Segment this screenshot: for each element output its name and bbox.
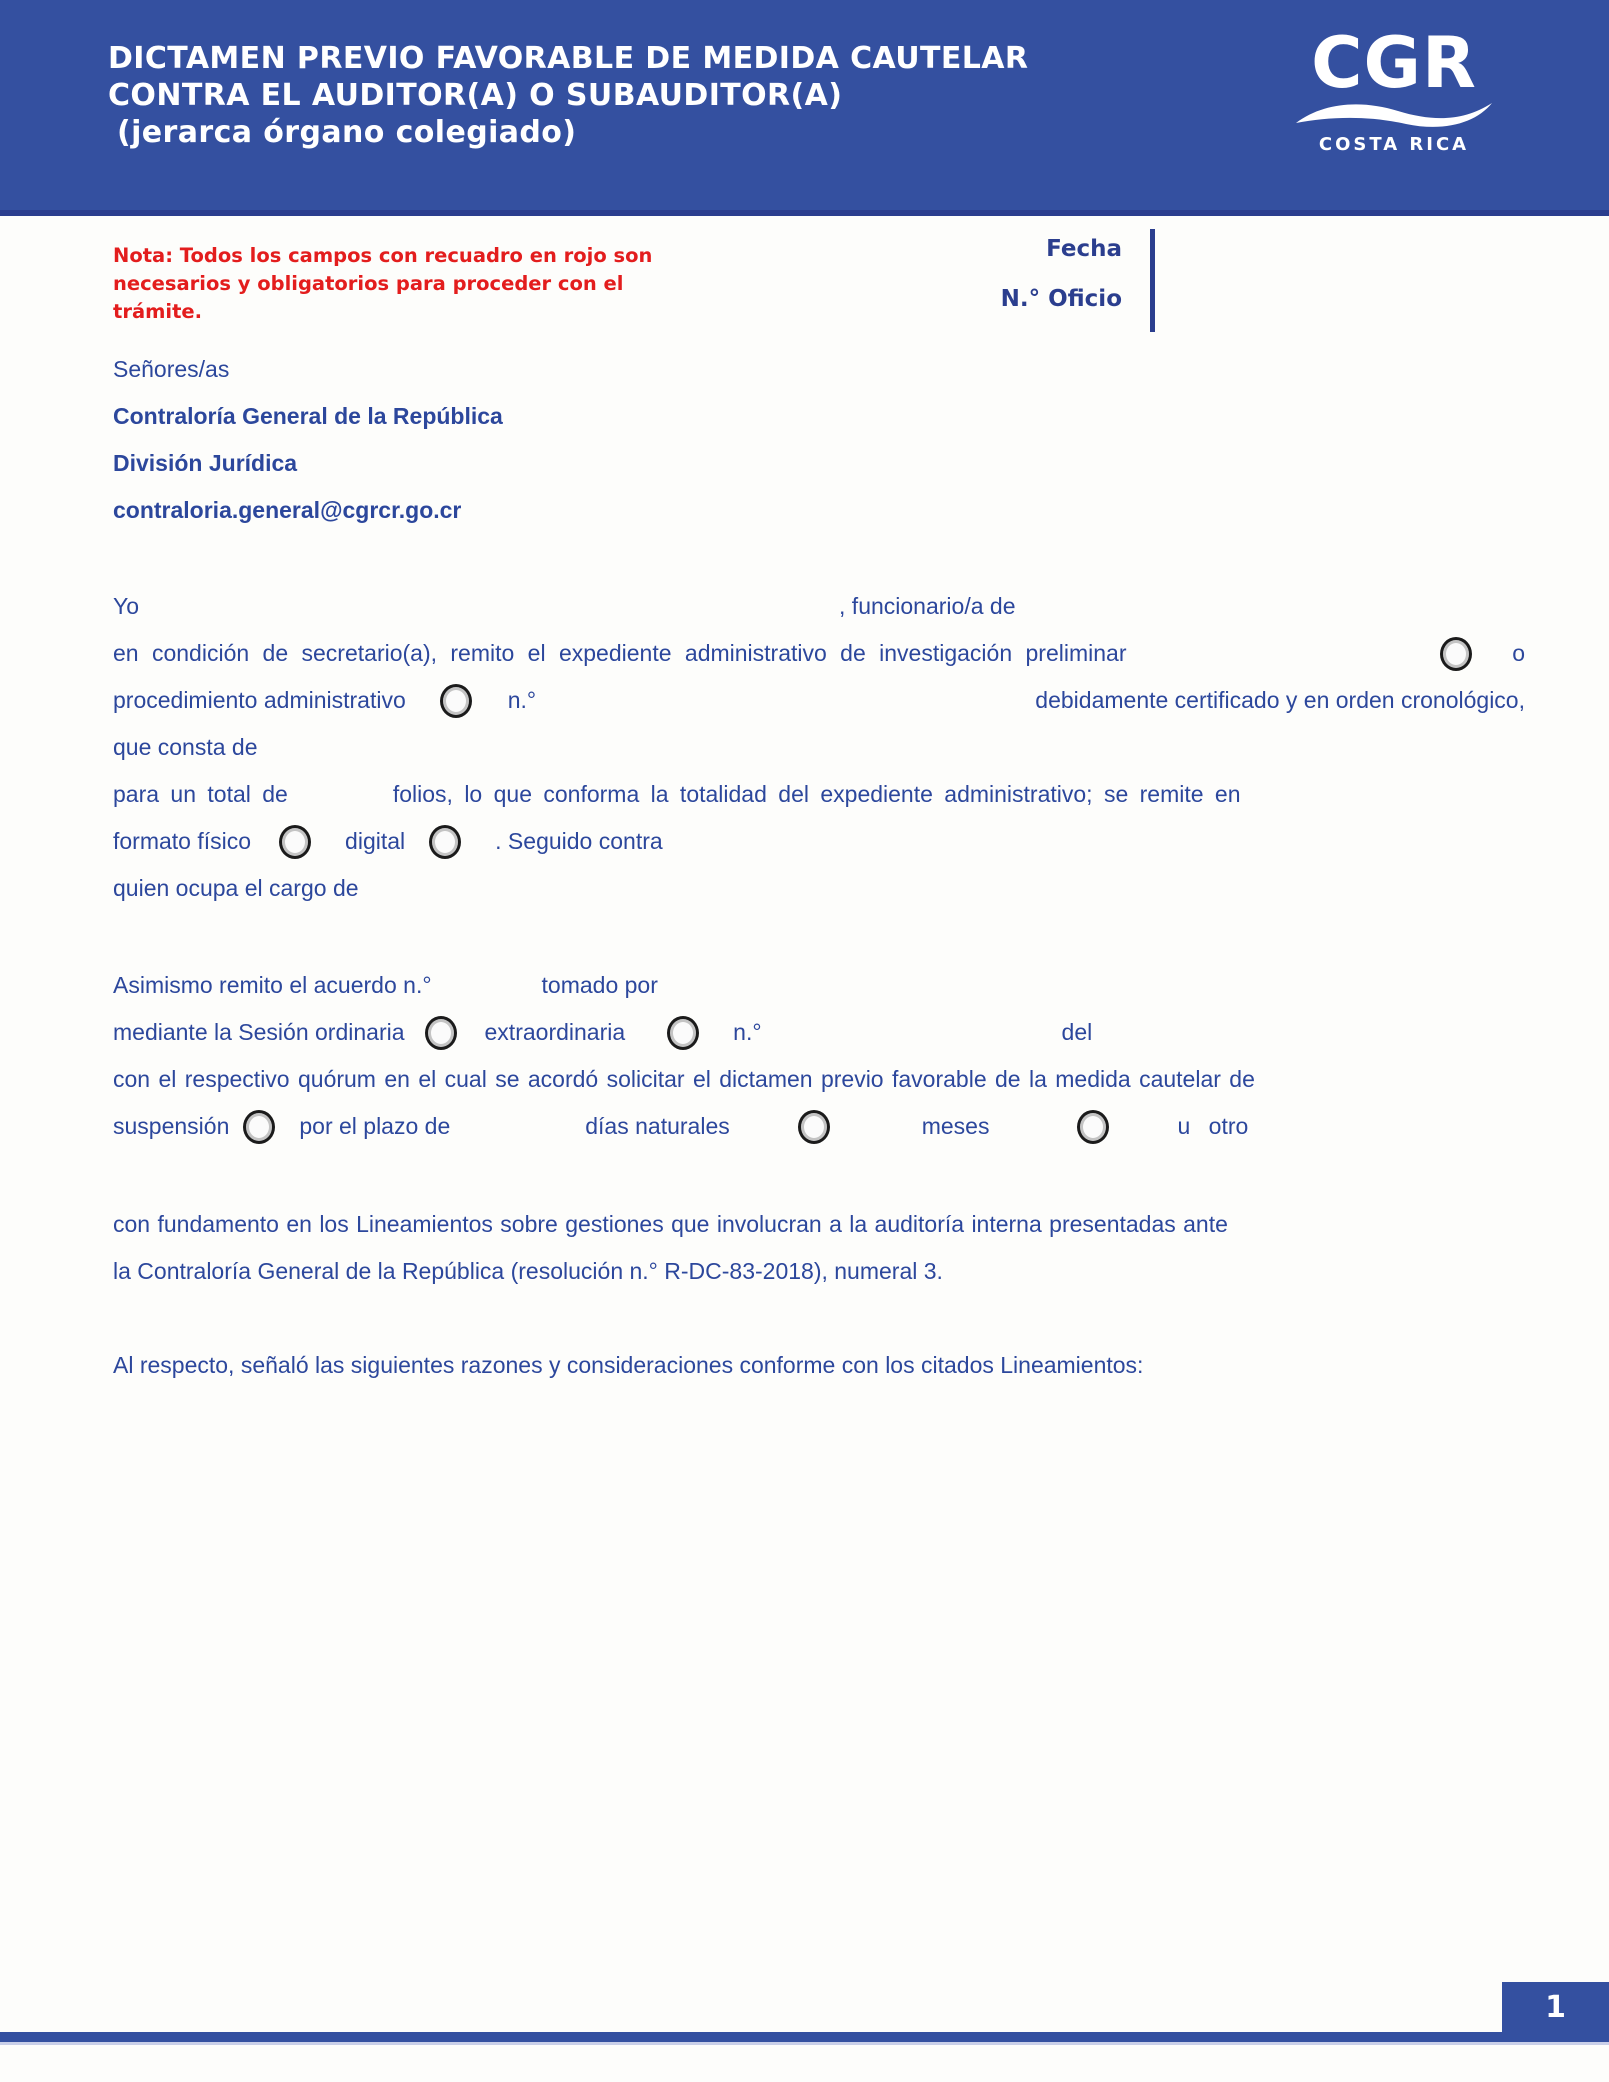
blank-field[interactable] — [359, 869, 1525, 909]
fecha-label: Fecha — [1046, 236, 1122, 262]
fecha-field[interactable] — [1170, 229, 1525, 275]
spacer — [989, 1126, 1077, 1128]
recipient-division: División Jurídica — [113, 450, 298, 476]
body-text: con el respectivo quórum en el cual se acordó solicitar el dictamen previo favorable de la medida cautelar de — [113, 1066, 1255, 1092]
spacer — [1472, 653, 1512, 655]
blank-field[interactable] — [663, 822, 1525, 862]
page-number-badge: 1 — [1502, 1982, 1609, 2032]
spacer — [1109, 1126, 1177, 1128]
radio-button[interactable] — [425, 1016, 457, 1050]
required-fields-note: Nota: Todos los campos con recuadro en rojo son necesarios y obligatorios para proceder con el trámite. — [113, 244, 653, 323]
body-text: que consta de — [113, 734, 258, 760]
body-line — [113, 1150, 1525, 1197]
oficio-field[interactable] — [1170, 279, 1525, 325]
body-line — [113, 1248, 1525, 1295]
cgr-logo — [1288, 22, 1500, 155]
body-line — [113, 962, 1525, 1009]
blank-field[interactable] — [288, 775, 393, 815]
body-text: meses — [921, 1113, 990, 1139]
body-line — [113, 724, 1525, 771]
spacer — [625, 1032, 667, 1034]
body-text: la Contraloría General de la República (resolución n.° R-DC-83-2018), numeral 3. — [113, 1258, 943, 1284]
radio-button[interactable] — [440, 684, 472, 718]
blank-field[interactable] — [762, 1013, 1062, 1053]
body-text: , funcionario/a de — [839, 593, 1016, 619]
radio-button[interactable] — [1440, 637, 1472, 671]
body-text: formato físico — [113, 828, 252, 854]
spacer — [229, 1126, 243, 1128]
spacer — [457, 1032, 485, 1034]
spacer — [405, 841, 429, 843]
footer-bar — [0, 2032, 1609, 2042]
meta-divider — [1150, 229, 1155, 332]
body-text: Asimismo remito el acuerdo n.° — [113, 972, 432, 998]
body-line — [113, 818, 1525, 865]
body-text: mediante la Sesión ordinaria — [113, 1019, 405, 1045]
body-line — [113, 1056, 1525, 1103]
body-line — [113, 771, 1525, 818]
spacer — [311, 841, 345, 843]
body-text: días naturales — [585, 1113, 730, 1139]
body-text: n.° — [733, 1019, 762, 1045]
spacer — [461, 841, 495, 843]
blank-field[interactable] — [658, 966, 1525, 1006]
header-banner — [0, 0, 1609, 216]
document-title-line1: DICTAMEN PREVIO FAVORABLE DE MEDIDA CAUTELAR — [108, 41, 1029, 76]
spacer — [472, 700, 508, 702]
body-text: u otro — [1177, 1113, 1249, 1139]
spacer — [830, 1126, 922, 1128]
body-line — [113, 583, 1525, 630]
body-text: tomado por — [541, 972, 658, 998]
recipient-salutation: Señores/as — [113, 356, 230, 382]
spacer — [1126, 653, 1440, 655]
radio-button[interactable] — [279, 825, 311, 859]
body-text: extraordinaria — [484, 1019, 626, 1045]
body-line — [113, 677, 1525, 724]
blank-field[interactable] — [113, 1154, 1525, 1194]
spacer — [406, 700, 440, 702]
radio-button[interactable] — [667, 1016, 699, 1050]
body-text: con fundamento en los Lineamientos sobre gestiones que involucran a la auditoría interna presentadas ante — [113, 1211, 1228, 1237]
body-text: o — [1512, 640, 1525, 666]
document-title — [108, 40, 1028, 151]
body-line — [113, 1201, 1525, 1248]
blank-field[interactable] — [1092, 1013, 1525, 1053]
blank-field[interactable] — [432, 966, 542, 1006]
spacer — [699, 1032, 733, 1034]
body-text: quien ocupa el cargo de — [113, 875, 359, 901]
body-text: n.° — [507, 687, 537, 713]
footer-bar-accent — [0, 2042, 1609, 2045]
recipient-email: contraloria.general@cgrcr.go.cr — [113, 497, 462, 523]
spacer — [405, 1032, 425, 1034]
spacer — [730, 1126, 798, 1128]
blank-field[interactable] — [450, 1107, 585, 1147]
spacer — [251, 841, 279, 843]
body-text: suspensión — [113, 1113, 230, 1139]
radio-button[interactable] — [429, 825, 461, 859]
body-line — [113, 1009, 1525, 1056]
body-text: folios, lo que conforma la totalidad del expediente administrativo; se remite en — [392, 781, 1241, 807]
body-line — [113, 865, 1525, 912]
body-line — [113, 1342, 1525, 1389]
body-text: debidamente certificado y en orden cronológico, — [1035, 687, 1525, 713]
spacer — [275, 1126, 299, 1128]
body-line — [113, 1103, 1525, 1150]
body-text: para un total de — [113, 781, 288, 807]
body-text: . Seguido contra — [495, 828, 663, 854]
body-line — [113, 630, 1525, 677]
body-text: por el plazo de — [299, 1113, 451, 1139]
blank-field[interactable] — [139, 587, 839, 627]
blank-field[interactable] — [536, 681, 1035, 721]
body-text: Al respecto, señaló las siguientes razones y consideraciones conforme con los citados Lineamientos: — [113, 1352, 1144, 1378]
oficio-label: N.° Oficio — [1000, 286, 1122, 312]
recipient-institution: Contraloría General de la República — [113, 403, 503, 429]
blank-field[interactable] — [258, 728, 1525, 768]
body-text: procedimiento administrativo — [113, 687, 406, 713]
cgr-logo-country: COSTA RICA — [1318, 134, 1470, 155]
radio-button[interactable] — [1077, 1110, 1109, 1144]
radio-button[interactable] — [243, 1110, 275, 1144]
recipient-block — [113, 346, 503, 534]
body-text: digital — [345, 828, 406, 854]
document-title-line2: CONTRA EL AUDITOR(A) O SUBAUDITOR(A) — [108, 78, 843, 113]
document-title-line3: (jerarca órgano colegiado) — [117, 115, 577, 150]
body-text: Yo — [113, 593, 140, 619]
radio-button[interactable] — [798, 1110, 830, 1144]
body-text: en condición de secretario(a), remito el expediente administrativo de investigación preliminar — [113, 640, 1127, 666]
cgr-logo-text: CGR — [1311, 22, 1477, 104]
body-text: del — [1061, 1019, 1093, 1045]
